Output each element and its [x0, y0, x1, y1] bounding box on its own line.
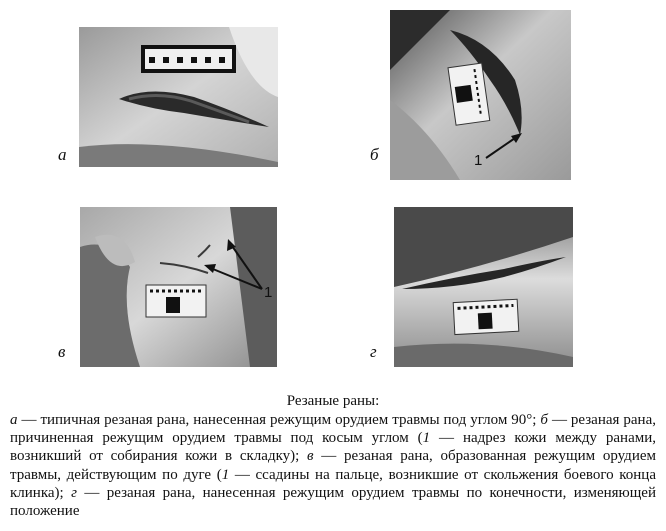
wound-photo-v — [80, 207, 277, 367]
photo-g — [394, 207, 573, 367]
ruler-g — [453, 299, 519, 334]
panel-letter-a: а — [58, 145, 67, 164]
caption-key: 1 — [422, 430, 431, 447]
caption-key: б — [540, 412, 548, 428]
caption-part: — надрез кожи между ранами, возникший от собирания кожи в складку); — [10, 430, 657, 465]
wound-photo-b — [390, 10, 571, 180]
caption-key: г — [71, 484, 77, 501]
wound-photo-a — [79, 27, 278, 167]
caption-part: — резаная рана, образованная режущим орудием травмы, действующим по дуге ( — [10, 448, 656, 483]
caption-key: в — [307, 448, 314, 465]
photo-b — [390, 10, 571, 180]
ruler-b — [448, 63, 490, 125]
caption-part: — резаная рана, нанесенная режущим орудием травмы по конечности, изменяющей положение — [10, 484, 656, 520]
caption-part: — резаная рана, причиненная режущим орудием травмы под косым углом ( — [10, 412, 656, 447]
photo-v — [80, 207, 277, 367]
photo-a — [79, 27, 278, 167]
caption-part: — типичная резаная рана, нанесенная режущим орудием травмы под углом 90°; — [17, 412, 541, 428]
panel-letter-g: г — [370, 342, 377, 361]
ruler-a — [141, 45, 236, 73]
ruler-v — [146, 285, 206, 317]
panel-letter-b: б — [370, 145, 379, 164]
caption-title: Резаные раны: — [286, 393, 380, 409]
pointer-label-v: 1 — [264, 284, 273, 301]
wound-photo-g — [394, 207, 573, 367]
caption-part: — ссадины на пальце, возникшие от скольжения боевого конца клинка); — [10, 466, 656, 501]
caption-body — [10, 411, 656, 520]
caption-key: 1 — [221, 466, 230, 483]
caption-key: а — [10, 412, 18, 428]
panel-letter-v: в — [58, 342, 66, 361]
pointer-label-b: 1 — [474, 152, 483, 169]
